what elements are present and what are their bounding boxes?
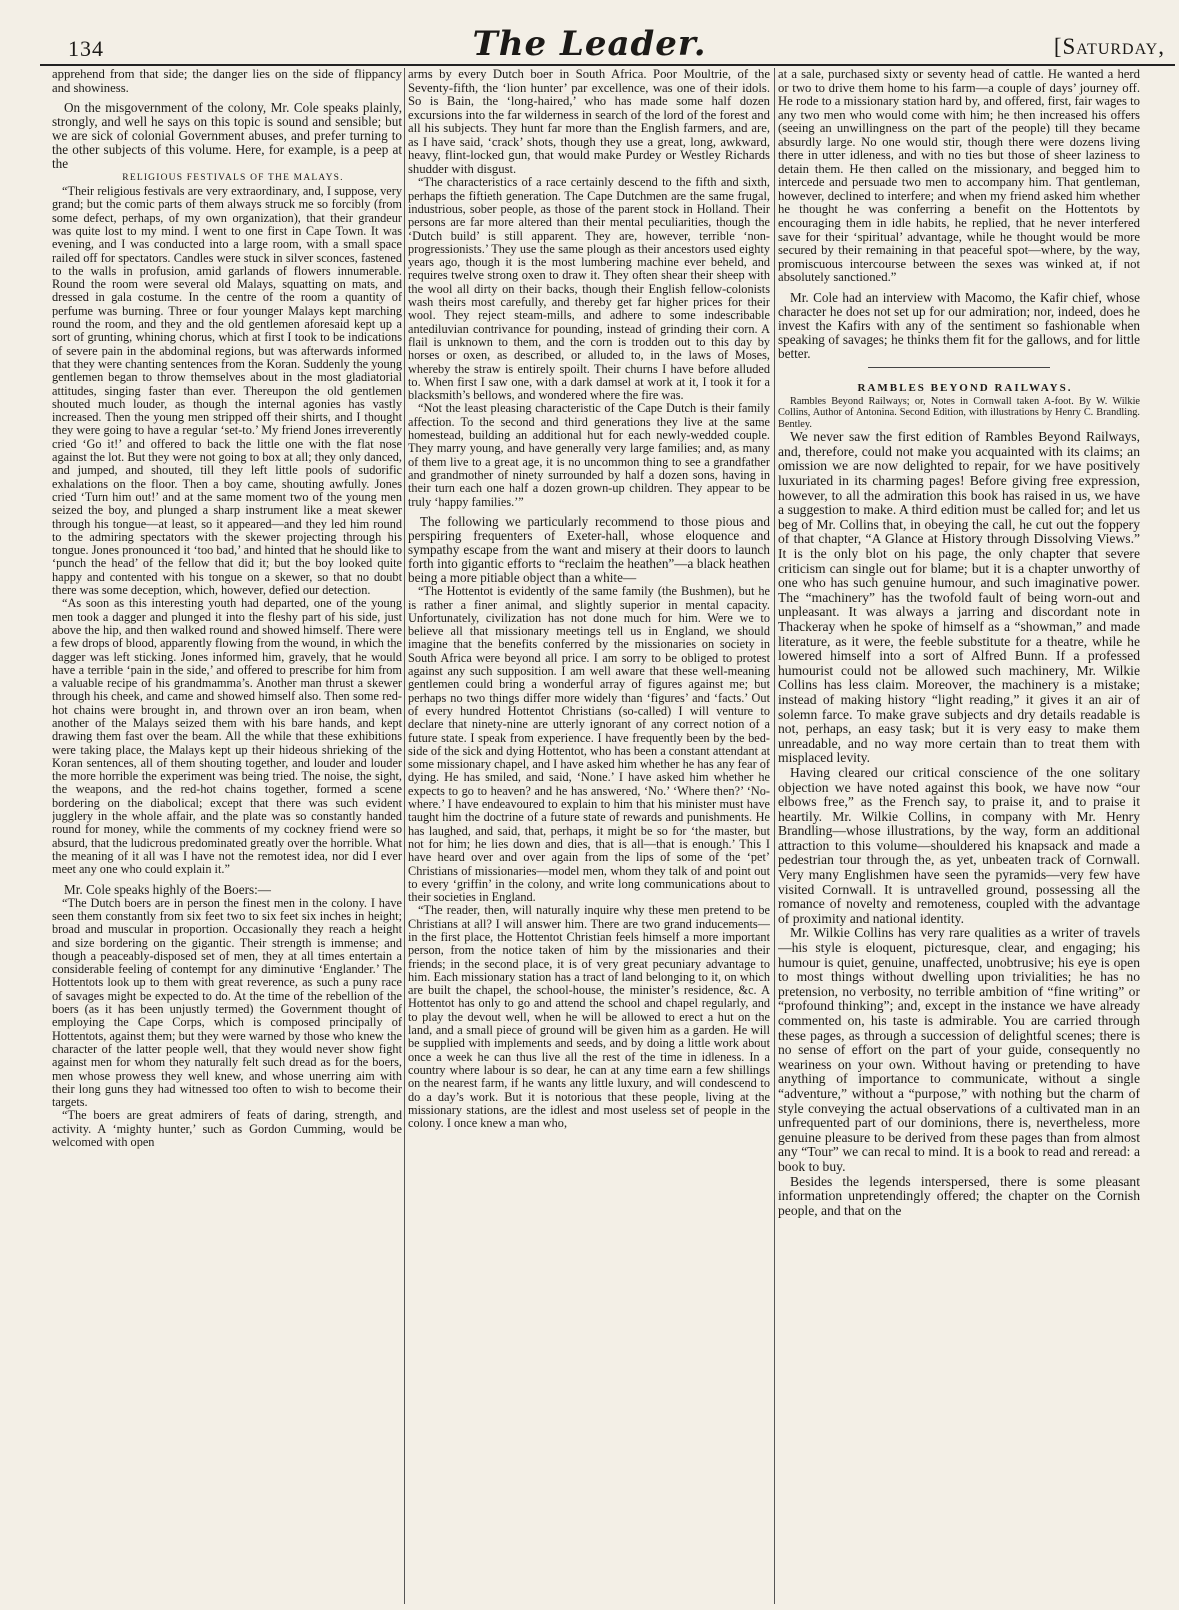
paragraph: at a sale, purchased sixty or seventy head of cattle. He wanted a herd or two to drive them home to his farm—a couple of days’ journey off. He rode to a missionary station hard by, and offered, first, fair wages to any two men who would come with him; he then increased his offers (seeing an unwillingness on the part of the people) till they became absurdly large. No one would stir, though there were dozens living there in utter idleness, and with no ties but those of sheer laziness to detain them. He then called on the missionary, and begged him to intercede and persuade two men to accompany him. That gentleman, however, declined to interfere; and when my friend asked him whether he thought he was conferring a benefit on the Hottentots by encouraging them in idle habits, he replied, that he never interfered save for their ‘spiritual’ advantage, while he thought would be more secured by their remaining in that peaceful spot—where, by the way, promiscuous intercourse between the sexes was winked at, if not absolutely sanctioned.”	[778, 68, 1140, 285]
quoted-paragraph: “Not the least pleasing characteristic of the Cape Dutch is their family affection. To the second and third generations they live at the same homestead, building an additional hut for each newly-wedded couple. They marry young, and have generally very large families; and, as many of them live to a great age, it is no uncommon thing to see a grandfather and grandmother of ninety surrounded by half a dozen sons, having in their turn each one half a dozen grown-up children. They appear to be truly ‘happy families.’”	[408, 401, 770, 509]
column-1	[52, 68, 402, 1604]
quoted-paragraph: “As soon as this interesting youth had departed, one of the young men took a dagger and plunged it into the fleshy part of his side, just above the hip, and then walked round and showed himself. There were a few drops of blood, apparently flowing from the wound, in which the dagger was left sticking. Jones informed him, gravely, that he would have a terrible ‘pain in the side,’ and offered to prescribe for him from a valuable recipe of his grandmamma’s. Another man thrust a skewer through his cheek, and came and showed himself also. Then some red-hot chains were brought in, and thrown over an iron beam, when another of the Malays seized them with his bare hands, and kept drawing them fast over the beam. All the while that these exhibitions were taking place, the Malays kept up their hideous shrieking of the Koran sentences, all of them shouting together, and louder and louder the more horrible the experiment was being tried. The noise, the sight, the weapons, and the red-hot chains together, formed a scene bordering on the diabolical; except that there was such evident jugglery in the whole affair, and the plate was so constantly handed round for money, while the comments of my cockney friend were so absurd, that the ludicrous predominated greatly over the horrible. What the meaning of it all was I have not the remotest idea, nor did I ever meet any one who could explain it.”	[52, 596, 402, 877]
paragraph: arms by every Dutch boer in South Africa. Poor Moultrie, of the Seventy-fifth, the ‘lion hunter’ par excellence, was one of their idols. So is Bain, the ‘long-haired,’ who has made some half dozen excursions into the far wilderness in search of the lord of the forest and all his subjects. They hunt far more than the English farmers, and are, as I have said, ‘crack’ shots, though they use a great, long, awkward, heavy, flint-locked gun, that would make Purdey or Westley Richards shudder with disgust.	[408, 68, 770, 176]
paragraph: Mr. Cole speaks highly of the Boers:—	[64, 881, 271, 897]
quoted-paragraph: “The characteristics of a race certainly descend to the fifth and sixth, perhaps the fiftieth generation. The Cape Dutchmen are the same frugal, industrious, sober people, as those of the parent stock in Holland. Their persons are far more altered than their mental peculiarities, though the ‘Dutch build’ is still apparent. They are, however, terrible ‘non-progressionists.’ They use the same plough as their ancestors used eighty years ago, though it is the most lumbering machine ever beheld, and requires twelve strong oxen to draw it. They often shear their sheep with the wool all dirty on their backs, though their English fellow-colonists wash theirs most carefully, and thereby get far higher prices for their wool. They reject steam-mills, and adhere to some indescribable antediluvian contrivance for pounding, instead of grinding their corn. A flail is unknown to them, and the corn is trodden out to this day by horses or oxen, as described, or alluded to, in the laws of Moses, whereby the straw is entirely spoilt. Their churns I have before alluded to. When first I saw one, with a dark damsel at work at it, I took it for a blacksmith’s bellows, and wondered where the fire was.	[408, 175, 770, 403]
column-divider	[404, 68, 405, 1604]
newspaper-title: The Leader.	[472, 24, 707, 64]
quoted-paragraph: “The reader, then, will naturally inquire why these men pretend to be Christians at all? I will answer him. There are two grand inducements—in the first place, the Hottentot Christian feels himself a more important person, from the notice taken of him by the missionaries and their friends; in the second place, it is of very great pecuniary advantage to him. Each missionary station has a tract of land belonging to it, on which are built the chapel, the school-house, the minister’s residence, &c. A Hottentot has only to go and attend the school and chapel regularly, and to play the devout well, when he will be allowed to erect a hut on the land, and a small piece of ground will be given him as a garden. He will be supplied with implements and seeds, and by doing a little work about once a week he can thus live all the rest of the time in idleness. In a country where labour is so dear, he can at any time earn a few shillings on the nearest farm, if he wants any little luxury, and will condescend to do a day’s work. But it is notorious that these people, living at the missionary stations, are the idlest and most useless set of people in the colony. I once knew a man who,	[408, 903, 770, 1131]
issue-day: [Saturday,	[1053, 34, 1165, 59]
quoted-paragraph: “The Hottentot is evidently of the same family (the Bushmen), but he is rather a finer animal, and slightly superior in mental capacity. Unfortunately, civilization has not done much for him. Were we to believe all that missionary meetings tell us in England, we should imagine that the benefits conferred by the missionaries on society in South Africa were beyond all price. I am sorry to be obliged to protest against any such supposition. I am well aware that these well-meaning gentlemen could bring a wonderful array of figures against me; but perhaps no two things differ more widely than ‘figures’ and ‘facts.’ Out of every hundred Hottentot Christians (so-called) I will venture to declare that ninety-nine are utterly ignorant of any correct notion of a future state. I speak from experience. I have frequently been by the bed-side of the sick and dying Hottentot, who has been a constant attendant at some missionary chapel, and I have asked him whether he has any fear of dying. He has smiled, and said, ‘None.’ I have asked him whether he expects to go to heaven? and he has answered, ‘No.’ ‘Where then?’ ‘No-where.’ I have endeavoured to explain to him that his minister must have taught him the doctrine of a future state of rewards and punishments. He has laughed, and said, that, perhaps, it might be so for ‘the master, but not for him; he lies down and dies, that is all—that is enough.’ This I have heard over and over again from the lips of some of the ‘pet’ Christians of missionaries—model men, whom they talk of and point out to every ‘griffin’ in the colony, and write long communications about to their societies in England.	[408, 584, 770, 905]
section-rule	[868, 367, 1050, 368]
quoted-paragraph: “Their religious festivals are very extraordinary, and, I suppose, very grand; but the comic parts of them always struck me so forcibly (from some defect, perhaps, of my own organization), that their grandeur was quite lost to my mind. I went to one first in Cape Town. It was evening, and I was conducted into a large room, with a small space railed off for spectators. Candles were stuck in silver sconces, fastened to the walls in profusion, amid garlands of flowers innumerable. Round the room were several old Malays, squatting on mats, and dressed in gala costume. In the centre of the room a quantity of perfume was burning. Three or four younger Malays kept marching round the room, and they and the old gentlemen aforesaid kept up a sort of grunting, whining chorus, which at first I took to be indications of severe pain in the abdominal regions, but was afterwards informed that they were chanting sentences from the Koran. Suddenly the young gentlemen began to throw themselves about in the most gladiatorial attitudes, singing faster than ever. Thereupon the old gentlemen shouted much louder, as though the internal agonies has vastly increased. Then the young men stripped off their shirts, and I thought they were going to have a regular ‘set-to.’ My friend Jones irreverently cried ‘Go it!’ and offered to back the little one with the flat nose against the lot. But they were not going to box at all; they only danced, and jumped, and shouted, till they left little pools of sudorific exhalations on the floor. Then a boy came, shouting awfully. Jones cried ‘Turn him out!’ and at the same moment two of the young men seized the boy, and plunged a sharp instrument like a meat skewer through his tongue—at least, so it appeared—and they led him round to the admiring spectators with the skewer projecting through his tongue. Jones pronounced it ‘too bad,’ and hinted that he should like to ‘punch the head’ of the fellow that did it; but the boy looked quite happy and contented with his tongue on a skewer, so that no doubt there was some deception, which, however, defied our detection.	[52, 184, 402, 598]
review-body	[778, 430, 1140, 1218]
review-paragraph: Besides the legends interspersed, there is some pleasant information unpretendingly offered; the chapter on the Cornish people, and that on the	[778, 1173, 1140, 1218]
column-divider	[774, 68, 775, 1604]
page-number: 134	[68, 36, 104, 61]
quoted-paragraph: “The boers are great admirers of feats of daring, strength, and activity. A ‘mighty hunter,’ such as Gordon Cumming, would be welcomed with open	[52, 1108, 402, 1149]
column-2	[408, 68, 770, 1604]
review-heading: RAMBLES BEYOND RAILWAYS.	[857, 382, 1073, 395]
quoted-paragraph: “The Dutch boers are in person the finest men in the colony. I have seen them constantly from six feet two to six feet six inches in height; broad and muscular in proportion. Occasionally they reach a height and size bordering on the gigantic. Their strength is immense; and though a peaceably-disposed set of men, they at all times entertain a considerable feeling of contempt for any diminutive ‘Englander.’ The Hottentots look up to them with great reverence, as such a puny race of savages might be expected to do. At the time of the rebellion of the boers (as it has been unjustly termed) the Government thought of employing the Cape Corps, which is composed principally of Hottentots, against them; but they were warned by those who knew the character of the latter people well, that they would never show fight against men for whom they naturally felt such dread as for the boers, men whose prowess they well knew, and whose unerring aim with their long guns they had witnessed too often to wish to become their targets.	[52, 895, 402, 1110]
paragraph: On the misgovernment of the colony, Mr. Cole speaks plainly, strongly, and well he says on this topic is sound and sensible; but we are sick of colonial Government abuses, and prefer turning to the other subjects of this volume. Here, for example, is a peep at the	[52, 100, 402, 172]
column-3-top	[778, 68, 1140, 361]
header-rule	[40, 64, 1175, 66]
masthead	[0, 18, 1179, 70]
column-3	[778, 68, 1140, 1604]
section-heading: RELIGIOUS FESTIVALS OF THE MALAYS.	[122, 172, 344, 183]
review-paragraph: Mr. Wilkie Collins has very rare qualities as a writer of travels—his style is eloquent, picturesque, clear, and engaging; his humour is quiet, genuine, unaffected, unobtrusive; his eye is open to most things without dwelling upon trivialities; he has no pretension, no verbosity, no terrible ambition of “fine writing” or “profound thinking”; and, except in the instance we have already commented on, his taste is admirable. You are carried through these pages, as through a succession of delightful scenes; there is no sense of effort on the part of your guide, consequently no weariness on your own. Without having or pretending to have anything of importance to communicate, without a single “adventure,” without a “purpose,” with nothing but the charm of style conveying the actual observations of a cultivated man in an unfrequented part of our dominions, there is, nevertheless, more genuine pleasure to be derived from these pages than from almost any “Tour” we can recal to mind. It is a book to read and reread: a book to buy.	[778, 925, 1140, 1174]
paragraph: apprehend from that side; the danger lies on the side of flippancy and showiness.	[52, 68, 402, 95]
review-paragraph: We never saw the first edition of Rambles Beyond Railways, and, therefore, could not make you acquainted with its claims; an omission we are now delighted to repair, for we have positively luxuriated in its charming pages! Before giving free expression, however, to all the admiration this book has raised in us, we have a suggestion to make. A third edition must be called for; and let us beg of Mr. Collins that, in obeying the call, he cut out the foppery of that chapter, “A Glance at History through Dissolving Views.” It is the only blot on his page, the only chapter that severe criticism can single out for blame; but it is a chapter unworthy of one who has such genuine humour, and such imaginative power. The “machinery” has the twofold fault of being worn-out and unpleasant. It was always a jarring and discordant note in Thackeray when he spoke of himself as a “showman,” and made literature, as it were, the feeble substitute for a theatre, while he lowered himself into a sort of Alfred Bunn. If a professed humourist could not be allowed such machinery, Mr. Wilkie Collins has less claim. Moreover, the machinery is a mistake; instead of making history “light reading,” it gives it an air of solemn farce. To make grave subjects and dry details readable is not, perhaps, an easy task; but it is very easy to make them unreadable, and no way more certain than to treat them with misplaced levity.	[778, 429, 1140, 766]
paragraph: The following we particularly recommend to those pious and perspiring frequenters of Exeter-hall, whose eloquence and sympathy escape from the want and misery at their doors to launch forth into gigantic efforts to “reclaim the heathen”—a black heathen being a more pitiable object than a white—	[408, 513, 770, 586]
paragraph: Mr. Cole had an interview with Macomo, the Kafir chief, whose character he does not set up for our admiration; nor, indeed, does he invest the Kafirs with any of the sentiment so fashionable when speaking of savages; he thinks them fit for the gallows, and for little better.	[778, 289, 1140, 362]
review-paragraph: Having cleared our critical conscience of the one solitary objection we have noted against this book, we have now “our elbows free,” as the French say, to praise it, and to praise it heartily. Mr. Wilkie Collins, in company with Mr. Henry Brandling—whose illustrations, by the way, form an additional attraction to this volume—shouldered his knapsack and made a pedestrian tour through the, as yet, unbeaten track of Cornwall. Very many Englishmen have seen the pyramids—very few have visited Cornwall. It is untravelled ground, possessing all the romance of novelty and remoteness, coupled with the advantage of proximity and national identity.	[778, 764, 1140, 926]
book-reference: Rambles Beyond Railways; or, Notes in Cornwall taken A-foot. By W. Wilkie Collins, Author of Antonina. Second Edition, with illustrations by Henry C. Brandling. Bentley.	[778, 395, 1140, 430]
